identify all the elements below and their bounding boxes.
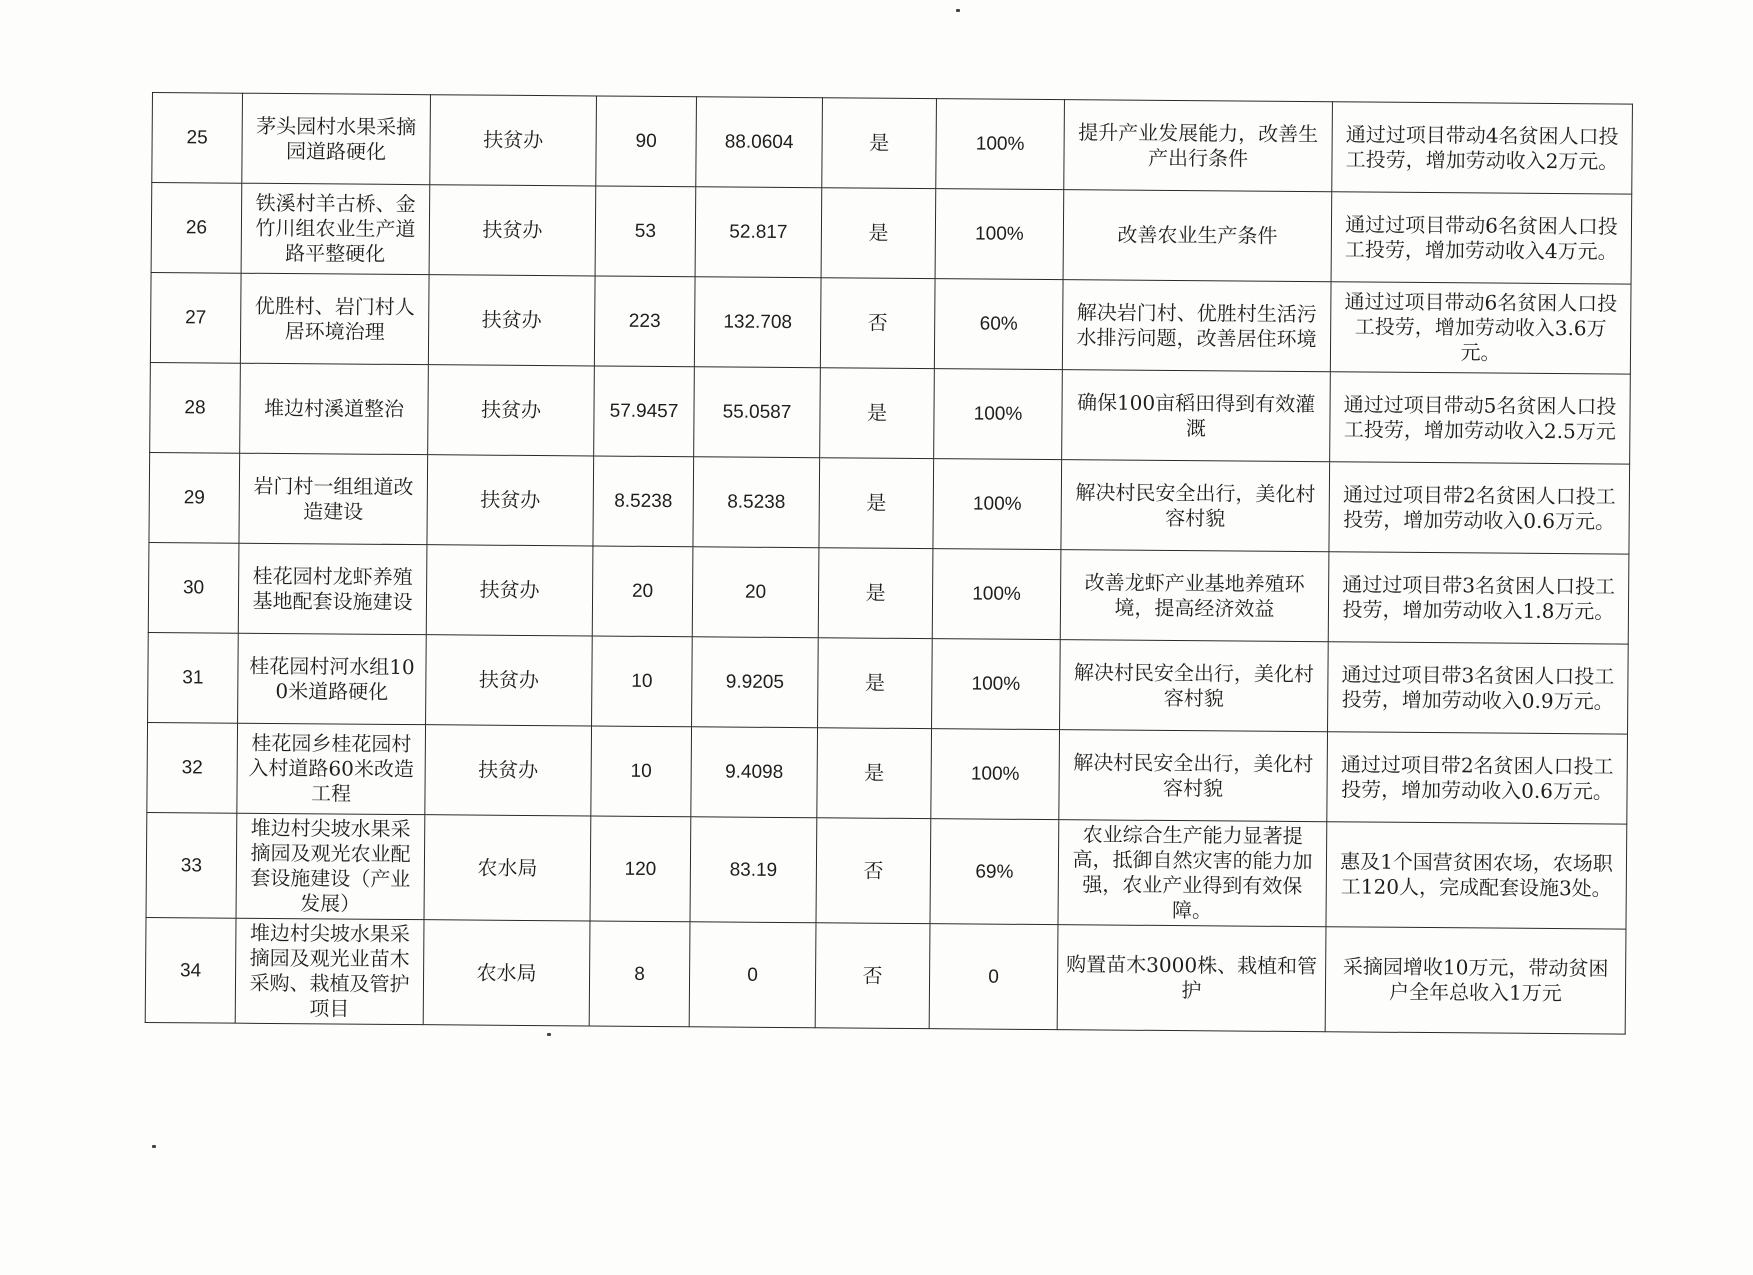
project-name-cell: 桂花园村河水组100米道路硬化 bbox=[238, 633, 427, 724]
project-goal-cell: 确保100亩稻田得到有效灌溉 bbox=[1062, 370, 1331, 462]
benefit-cell: 通过过项目带动4名贫困人口投工投劳，增加劳动收入2万元。 bbox=[1332, 102, 1633, 194]
completed-cell: 否 bbox=[816, 818, 931, 924]
planned-amount-cell: 8 bbox=[589, 921, 690, 1027]
planned-amount-cell: 10 bbox=[591, 726, 692, 817]
actual-amount-cell: 0 bbox=[689, 922, 816, 1028]
actual-amount-cell: 83.19 bbox=[690, 817, 817, 923]
completion-rate-cell: 69% bbox=[930, 819, 1059, 925]
completed-cell: 否 bbox=[815, 923, 930, 1029]
table-row bbox=[151, 183, 1632, 285]
planned-amount-cell: 8.5238 bbox=[593, 456, 694, 547]
actual-amount-cell: 55.0587 bbox=[694, 367, 821, 458]
row-number-cell: 25 bbox=[152, 93, 243, 184]
project-name-cell: 堆边村尖坡水果采摘园及观光农业配套设施建设（产业发展） bbox=[236, 813, 425, 919]
table-row bbox=[152, 93, 1633, 195]
table-row bbox=[149, 452, 1630, 554]
table-row bbox=[147, 722, 1628, 824]
scan-speck bbox=[956, 9, 960, 12]
completion-rate-cell: 100% bbox=[932, 549, 1061, 640]
project-goal-cell: 解决村民安全出行，美化村容村貌 bbox=[1059, 730, 1328, 822]
completed-cell: 是 bbox=[819, 458, 934, 549]
table-row bbox=[145, 917, 1626, 1034]
department-cell: 扶贫办 bbox=[430, 95, 597, 186]
department-cell: 扶贫办 bbox=[427, 455, 594, 546]
table-row bbox=[148, 632, 1629, 734]
department-cell: 扶贫办 bbox=[426, 545, 593, 636]
completed-cell: 否 bbox=[820, 278, 935, 369]
completion-rate-cell: 100% bbox=[934, 369, 1063, 460]
table-row bbox=[150, 362, 1631, 464]
planned-amount-cell: 223 bbox=[594, 276, 695, 367]
benefit-cell: 通过过项目带2名贫困人口投工投劳，增加劳动收入0.6万元。 bbox=[1329, 462, 1630, 554]
table-container bbox=[145, 92, 1632, 1035]
completed-cell: 是 bbox=[818, 548, 933, 639]
planned-amount-cell: 57.9457 bbox=[594, 366, 695, 457]
table-body bbox=[145, 93, 1632, 1035]
planned-amount-cell: 53 bbox=[595, 186, 696, 277]
planned-amount-cell: 10 bbox=[592, 636, 693, 727]
completion-rate-cell: 100% bbox=[933, 459, 1062, 550]
project-table bbox=[145, 92, 1633, 1035]
planned-amount-cell: 120 bbox=[590, 816, 691, 922]
completion-rate-cell: 60% bbox=[934, 279, 1063, 370]
row-number-cell: 33 bbox=[146, 812, 237, 918]
benefit-cell: 通过过项目带动5名贫困人口投工投劳，增加劳动收入2.5万元 bbox=[1330, 372, 1631, 464]
actual-amount-cell: 52.817 bbox=[695, 187, 822, 278]
project-goal-cell: 提升产业发展能力，改善生产出行条件 bbox=[1064, 100, 1333, 192]
project-goal-cell: 改善龙虾产业基地养殖环境，提高经济效益 bbox=[1060, 550, 1329, 642]
project-goal-cell: 解决岩门村、优胜村生活污水排污问题，改善居住环境 bbox=[1062, 280, 1331, 372]
department-cell: 扶贫办 bbox=[428, 365, 595, 456]
row-number-cell: 26 bbox=[151, 183, 242, 274]
project-name-cell: 岩门村一组组道改造建设 bbox=[239, 453, 428, 544]
completion-rate-cell: 100% bbox=[932, 639, 1061, 730]
benefit-cell: 通过过项目带动6名贫困人口投工投劳，增加劳动收入3.6万元。 bbox=[1330, 282, 1631, 374]
department-cell: 扶贫办 bbox=[426, 635, 593, 726]
planned-amount-cell: 20 bbox=[592, 546, 693, 637]
completed-cell: 是 bbox=[818, 638, 933, 729]
project-name-cell: 茅头园村水果采摘园道路硬化 bbox=[242, 93, 431, 184]
project-name-cell: 优胜村、岩门村人居环境治理 bbox=[240, 273, 429, 364]
benefit-cell: 通过过项目带3名贫困人口投工投劳，增加劳动收入1.8万元。 bbox=[1328, 552, 1629, 644]
project-name-cell: 堆边村溪道整治 bbox=[240, 363, 429, 454]
row-number-cell: 32 bbox=[147, 722, 238, 813]
project-goal-cell: 解决村民安全出行，美化村容村貌 bbox=[1060, 640, 1329, 732]
benefit-cell: 通过过项目带动6名贫困人口投工投劳，增加劳动收入4万元。 bbox=[1331, 192, 1632, 284]
benefit-cell: 通过过项目带3名贫困人口投工投劳，增加劳动收入0.9万元。 bbox=[1328, 642, 1629, 734]
row-number-cell: 31 bbox=[148, 632, 239, 723]
completed-cell: 是 bbox=[822, 98, 937, 189]
benefit-cell: 采摘园增收10万元，带动贫困户全年总收入1万元 bbox=[1325, 927, 1626, 1034]
completion-rate-cell: 100% bbox=[935, 189, 1064, 280]
benefit-cell: 惠及1个国营贫困农场，农场职工120人，完成配套设施3处。 bbox=[1326, 822, 1627, 929]
table-row bbox=[146, 812, 1627, 929]
completed-cell: 是 bbox=[817, 728, 932, 819]
department-cell: 农水局 bbox=[423, 920, 590, 1026]
table-row bbox=[148, 542, 1629, 644]
actual-amount-cell: 88.0604 bbox=[696, 97, 823, 188]
completed-cell: 是 bbox=[821, 188, 936, 279]
actual-amount-cell: 9.9205 bbox=[692, 637, 819, 728]
actual-amount-cell: 132.708 bbox=[694, 277, 821, 368]
project-goal-cell: 解决村民安全出行，美化村容村貌 bbox=[1061, 460, 1330, 552]
completion-rate-cell: 0 bbox=[929, 924, 1058, 1030]
department-cell: 农水局 bbox=[424, 815, 591, 921]
completion-rate-cell: 100% bbox=[931, 729, 1060, 820]
project-goal-cell: 农业综合生产能力显著提高，抵御自然灾害的能力加强，农业产业得到有效保障。 bbox=[1058, 820, 1327, 927]
department-cell: 扶贫办 bbox=[429, 185, 596, 276]
scan-speck bbox=[547, 1033, 551, 1036]
project-name-cell: 铁溪村羊古桥、金竹川组农业生产道路平整硬化 bbox=[241, 183, 430, 274]
completed-cell: 是 bbox=[820, 368, 935, 459]
actual-amount-cell: 9.4098 bbox=[691, 727, 818, 818]
project-name-cell: 堆边村尖坡水果采摘园及观光业苗木采购、栽植及管护项目 bbox=[235, 918, 424, 1024]
row-number-cell: 30 bbox=[148, 542, 239, 633]
row-number-cell: 34 bbox=[145, 917, 236, 1023]
table-row bbox=[150, 272, 1631, 374]
row-number-cell: 27 bbox=[150, 272, 241, 363]
planned-amount-cell: 90 bbox=[596, 96, 697, 187]
actual-amount-cell: 20 bbox=[692, 547, 819, 638]
project-name-cell: 桂花园村龙虾养殖基地配套设施建设 bbox=[238, 543, 427, 634]
project-goal-cell: 购置苗木3000株、栽植和管护 bbox=[1057, 925, 1326, 1032]
department-cell: 扶贫办 bbox=[428, 275, 595, 366]
row-number-cell: 29 bbox=[149, 452, 240, 543]
department-cell: 扶贫办 bbox=[425, 725, 592, 816]
project-goal-cell: 改善农业生产条件 bbox=[1063, 190, 1332, 282]
completion-rate-cell: 100% bbox=[936, 99, 1065, 190]
actual-amount-cell: 8.5238 bbox=[693, 457, 820, 548]
benefit-cell: 通过过项目带2名贫困人口投工投劳，增加劳动收入0.6万元。 bbox=[1327, 732, 1628, 824]
project-name-cell: 桂花园乡桂花园村入村道路60米改造工程 bbox=[237, 723, 426, 814]
scan-speck bbox=[152, 1145, 156, 1148]
row-number-cell: 28 bbox=[150, 362, 241, 453]
